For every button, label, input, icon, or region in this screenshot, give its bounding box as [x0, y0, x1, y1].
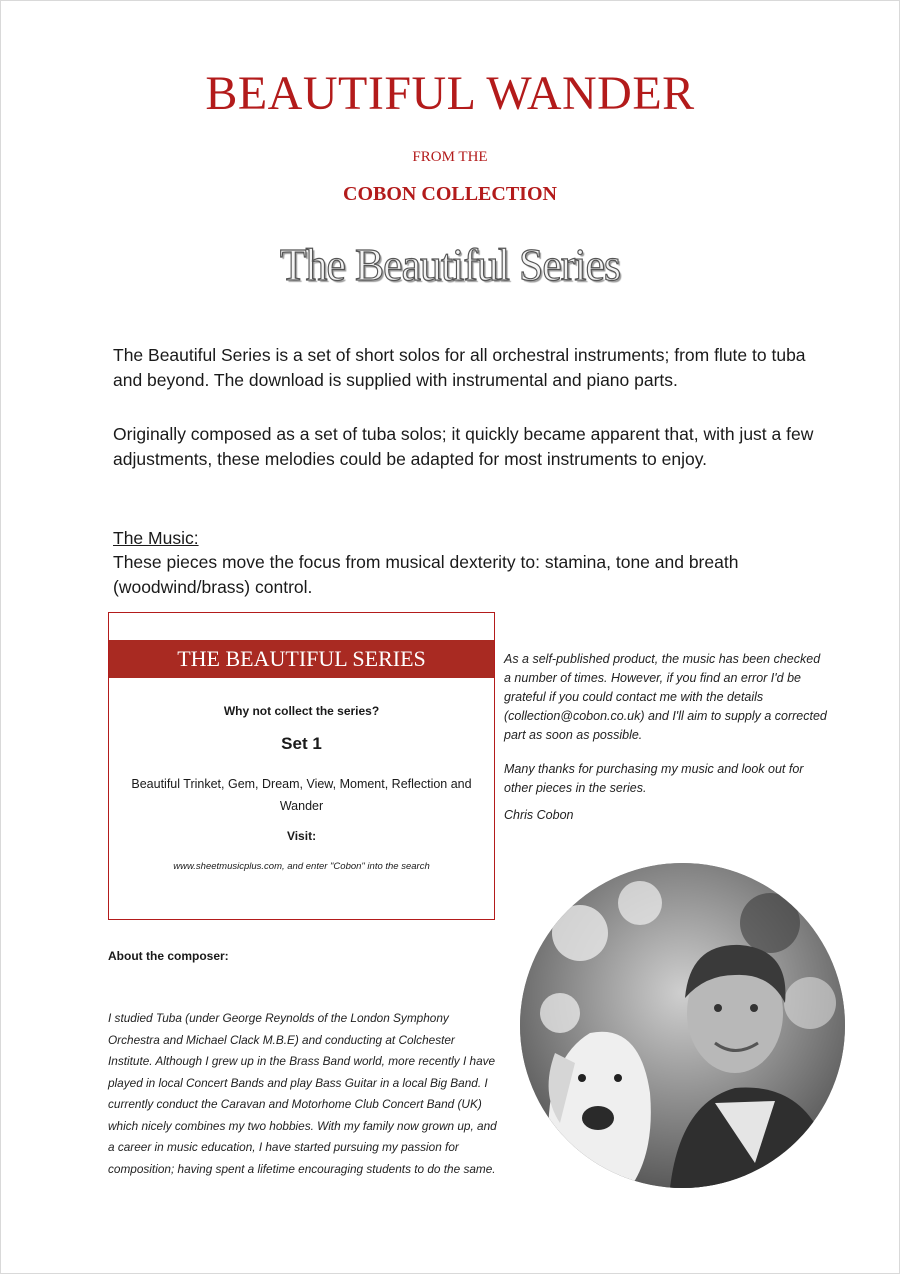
collection-name: COBON COLLECTION [343, 183, 557, 205]
page-title: BEAUTIFUL WANDER [205, 67, 695, 120]
composer-bio: I studied Tuba (under George Reynolds of the London Symphony Orchestra and Michael Clack M.B.E) and conducting at Colchester Institute. Although I grew up in the Brass Band world, more recently I have played in local Concert Bands and play Bass Guitar in a local Big Band. I currently conduct the Caravan and Motorhome Club Concert Band (UK) which nicely combines my two hobbies. With my family now grown up, and a career in music education, I have started pursuing my passion for composition; having spent a lifetime encouraging students to do the same. [108, 1011, 497, 1176]
intro-paragraph-1: The Beautiful Series is a set of short solos for all orchestral instruments; from flute to tuba and beyond. The download is supplied with instrumental and piano parts. [113, 345, 806, 390]
promo-banner: THE BEAUTIFUL SERIES [109, 640, 494, 678]
composer-photo-illustration [520, 863, 845, 1188]
promo-box [108, 612, 495, 920]
promo-question: Why not collect the series? [223, 704, 380, 718]
from-the-label: FROM THE [412, 149, 488, 165]
composer-photo [520, 863, 845, 1188]
signature: Chris Cobon [504, 808, 574, 822]
promo-titles-list: Beautiful Trinket, Gem, Dream, View, Moment, Reflection and Wander [131, 777, 472, 813]
promo-url-text: www.sheetmusicplus.com, and enter "Cobon" into the search [173, 861, 430, 872]
music-text: These pieces move the focus from musical dexterity to: stamina, tone and breath (woodwind/brass) control. [113, 552, 739, 597]
note-paragraph-1: As a self-published product, the music has been checked a number of times. However, if you find an error I'd be grateful if you could contact me with the details (collection@cobon.co.uk) and I'll aim to supply a corrected part as soon as possible. [504, 652, 827, 742]
about-composer-heading: About the composer: [108, 949, 229, 963]
promo-visit-label: Visit: [286, 829, 317, 843]
series-logo: The Beautiful Series [279, 239, 621, 290]
note-paragraph-2: Many thanks for purchasing my music and look out for other pieces in the series. [504, 762, 804, 795]
promo-set-title: Set 1 [281, 734, 322, 753]
intro-paragraph-2: Originally composed as a set of tuba solos; it quickly became apparent that, with just a few adjustments, these melodies could be adapted for most instruments to enjoy. [113, 424, 814, 469]
music-heading: The Music: [113, 528, 199, 548]
